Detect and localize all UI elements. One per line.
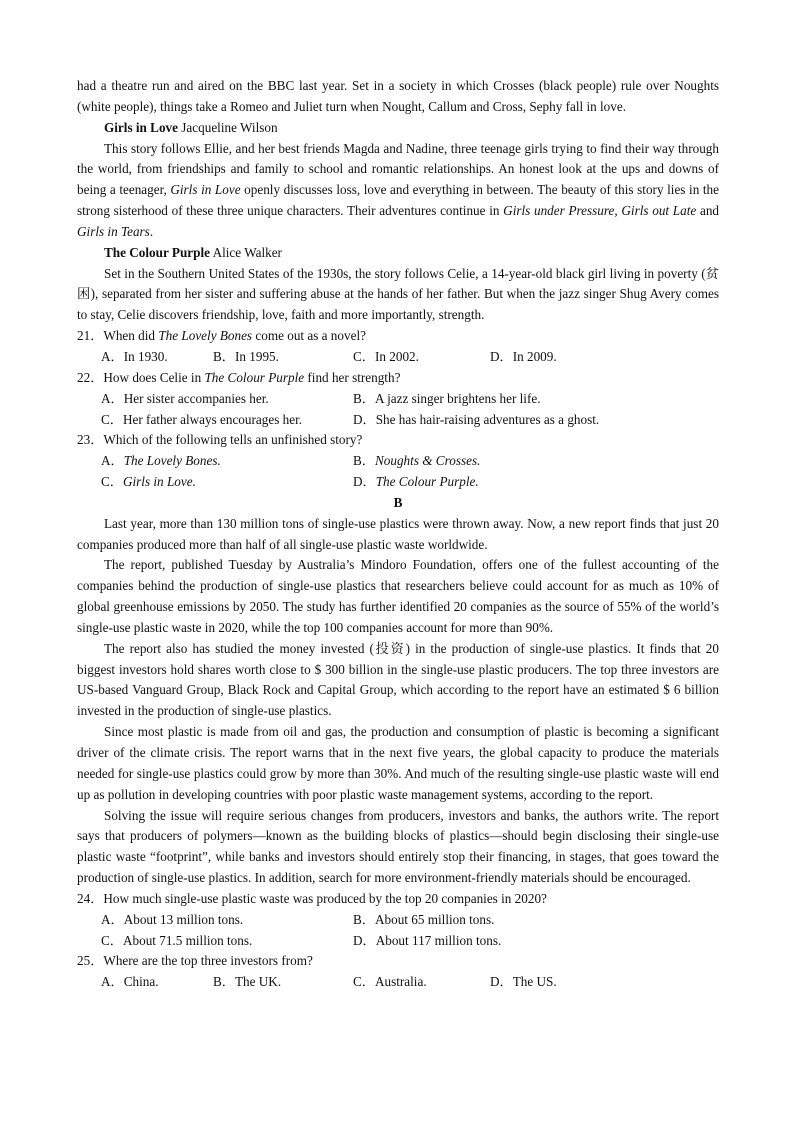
passage-paragraph: The report, published Tuesday by Australia’s Mindoro Foundation, offers one of the fullest accounting of the companies behind the production of single-use plastics that researchers believe could account for as much as 10% of global greenhouse emissions by 2050. The study has further identified 20 companies as the source of 55% of the world’s single-use plastic waste in 2020, while the top 100 companies account for more than 90%. xyxy=(77,557,719,635)
option-c[interactable] xyxy=(101,472,196,493)
option-a[interactable] xyxy=(101,451,221,472)
option-a[interactable]: A．Her sister accompanies her. xyxy=(101,390,269,406)
option-d[interactable] xyxy=(353,472,479,493)
option-text: The Colour Purple. xyxy=(375,474,479,490)
book-title-italic: Girls under Pressure xyxy=(503,203,615,219)
book-title: Girls in Love xyxy=(104,119,178,135)
question-number: 22． xyxy=(77,369,104,385)
question-text: Which of the following tells an unfinished story? xyxy=(103,432,363,448)
book-title-italic: Girls out Late xyxy=(621,203,697,219)
question-text: find her strength? xyxy=(304,369,401,385)
passage-paragraph: Set in the Southern United States of the 1930s, the story follows Celie, a 14-year-old black girl living in poverty (贫困), separated from her sister and suffering abuse at the hands of her father. But when the jazz singer Shug Avery comes to stay, Celie discovers friendship, love, faith and more importantly, strength. xyxy=(77,265,719,323)
option-text: Girls in Love. xyxy=(122,474,196,490)
option-letter: A． xyxy=(101,453,124,469)
option-b[interactable]: B．A jazz singer brightens her life. xyxy=(353,390,541,406)
question-text: How much single-use plastic waste was produced by the top 20 companies in 2020? xyxy=(103,890,547,906)
options-row xyxy=(77,972,719,993)
passage-paragraph: Since most plastic is made from oil and gas, the production and consumption of plastic is becoming a significant driver of the climate crisis. The report warns that in the next five years, the global capacity to produce the materials needed for single-use plastics could grow by more than 30%. And much of the resulting single-use plastic waste will end up as pollution in developing countries with poor plastic waste management systems, according to the report. xyxy=(77,724,719,802)
text: . xyxy=(149,223,154,239)
text: , xyxy=(614,203,622,219)
option-text: Noughts & Crosses. xyxy=(374,453,481,469)
question-text: How does Celie in xyxy=(103,369,205,385)
option-d[interactable]: D．The US. xyxy=(490,974,557,990)
option-c[interactable]: C．Australia. xyxy=(353,974,427,990)
options-row xyxy=(77,410,719,431)
question-22 xyxy=(77,368,719,389)
options-row xyxy=(77,910,719,931)
question-italic: The Colour Purple xyxy=(204,369,305,385)
book-heading xyxy=(77,118,719,139)
option-d[interactable]: D．About 117 million tons. xyxy=(353,932,502,948)
exam-page xyxy=(77,76,719,993)
passage-paragraph: had a theatre run and aired on the BBC last year. Set in a society in which Crosses (black people) rule over Noughts (white people), things take a Romeo and Juliet turn when Nought, Callum and Cross, Sephy fall in love. xyxy=(77,78,719,114)
option-letter: C． xyxy=(101,474,123,490)
text: and xyxy=(696,203,720,219)
book-heading xyxy=(77,243,719,264)
question-25 xyxy=(77,951,719,972)
options-row xyxy=(77,931,719,952)
option-c[interactable]: C．About 71.5 million tons. xyxy=(101,932,253,948)
text: openly discusses loss, love and everything in between. The beauty of this story lies in the strong sisterhood of these three unique characters. Their adventures continue in xyxy=(77,182,719,219)
passage-paragraph: Solving the issue will require serious changes from producers, investors and banks, the authors write. The report says that producers of polymers—known as the building blocks of plastics—should begin disclosing their single-use plastic waste “footprint”, while banks and investors should entirely stop their financing, in stages, that goes toward the production of single-use plastics. In addition, search for more environment-friendly materials should be encouraged. xyxy=(77,807,719,886)
options-row xyxy=(77,451,719,472)
option-a[interactable]: A．China. xyxy=(101,974,159,990)
passage-paragraph xyxy=(77,139,719,243)
option-b[interactable] xyxy=(353,451,480,472)
option-b[interactable]: B．The UK. xyxy=(213,974,282,990)
passage-paragraph: Last year, more than 130 million tons of single-use plastics were thrown away. Now, a new report finds that just 20 companies produced more than half of all single-use plastic waste worldwide. xyxy=(77,515,719,552)
options-row xyxy=(77,389,719,410)
question-number: 23． xyxy=(77,432,104,448)
question-24 xyxy=(77,889,719,910)
book-author: Jacqueline Wilson xyxy=(181,119,278,135)
question-text: Where are the top three investors from? xyxy=(103,953,313,969)
option-a[interactable]: A．About 13 million tons. xyxy=(101,911,244,927)
book-author: Alice Walker xyxy=(212,244,282,260)
book-title-italic: Girls in Love xyxy=(170,182,241,198)
options-row xyxy=(77,472,719,493)
question-21 xyxy=(77,326,719,347)
option-b[interactable]: B．In 1995. xyxy=(213,348,279,364)
option-a[interactable]: A．In 1930. xyxy=(101,348,168,364)
book-title-italic: Girls in Tears xyxy=(77,223,150,239)
section-heading: B xyxy=(393,494,403,510)
option-text: The Lovely Bones. xyxy=(123,453,221,469)
question-number: 24． xyxy=(77,890,104,906)
option-c[interactable]: C．Her father always encourages her. xyxy=(101,411,303,427)
book-title: The Colour Purple xyxy=(104,244,210,260)
option-letter: D． xyxy=(353,474,376,490)
option-d[interactable]: D．In 2009. xyxy=(490,348,557,364)
option-c[interactable]: C．In 2002. xyxy=(353,348,419,364)
question-number: 21． xyxy=(77,328,104,344)
question-text: come out as a novel? xyxy=(252,328,366,344)
options-row xyxy=(77,347,719,368)
option-b[interactable]: B．About 65 million tons. xyxy=(353,911,495,927)
question-23 xyxy=(77,430,719,451)
option-letter: B． xyxy=(353,453,375,469)
question-text: When did xyxy=(103,328,159,344)
question-italic: The Lovely Bones xyxy=(158,328,253,344)
text: This story follows Ellie, and her best friends Magda and Nadine, three teenage girls trying to find their way through the world, from friendships and family to school and romantic relationships. An honest look at the ups and downs of being a teenager, xyxy=(77,140,719,198)
passage-paragraph: The report also has studied the money invested (投资) in the production of single-use plastics. It finds that 20 biggest investors hold shares worth close to $ 300 billion in the single-use plastic producers. The top three investors are US-based Vanguard Group, Black Rock and Capital Group, which according to the report have an estimated $ 6 billion invested in the production of single-use plastics. xyxy=(77,640,719,719)
option-d[interactable]: D．She has hair-raising adventures as a ghost. xyxy=(353,411,600,427)
question-number: 25． xyxy=(77,953,104,969)
